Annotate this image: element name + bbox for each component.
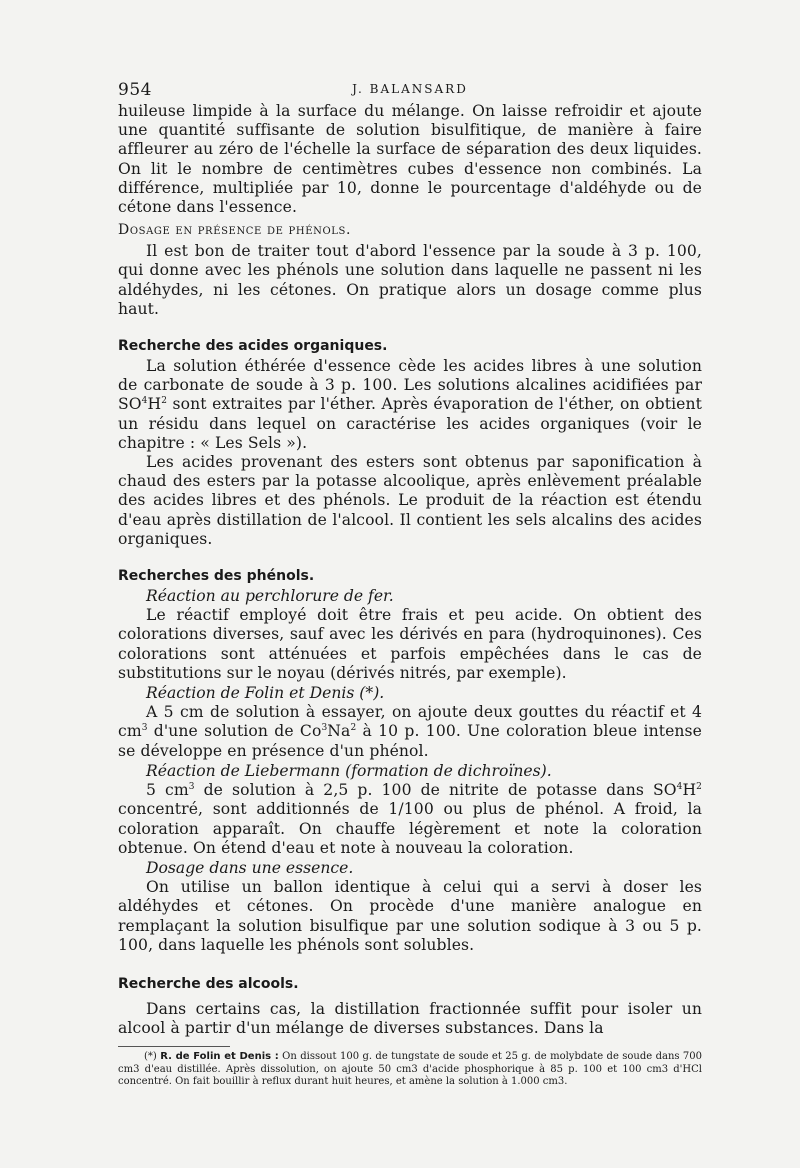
document-page [118,74,702,1089]
paragraph-alcools: Dans certains cas, la distillation fractionnée suffit pour isoler un alcool à partir d'un mélange de diverses substances. Dans la [118,999,702,1038]
subheading-perchlorure: Réaction au perchlorure de fer. [146,587,394,606]
paragraph-perchlorure: Le réactif employé doit être frais et peu acide. On obtient des colorations diverses, sauf avec les dérivés en para (hydroquinones). Ces colorations sont atténuées et parfois empêchées dans le cas de substitutions sur le noyau (dérivés nitrés, par exemple). [118,606,702,682]
paragraph-acides-1: La solution éthérée d'essence cède les acides libres à une solution de carbonate de soude à 3 p. 100. Les solutions alcalines acidifiées par $SO^4H^2$ sont extraites par l'éther. Après évaporation de l'éther, on obtient un résidu dans lequel on caractérise les acides organiques (voir le chapitre : « Les Sels »). [118,357,702,452]
footnote-mark: (*) [144,1051,157,1063]
footnote [118,1051,702,1089]
paragraph-dosage-phenols: Il est bon de traiter tout d'abord l'essence par la soude à 3 p. 100, qui donne avec les phénols une solution dans laquelle ne passent ni les aldéhydes, ni les cétones. On pratique alors un dosage comme plus haut. [118,242,702,318]
subheading-liebermann: Réaction de Liebermann (formation de dichroïnes). [146,761,552,780]
paragraph-liebermann: 5 $cm^3$ de solution à 2,5 p. 100 de nitrite de potasse dans $SO^4H^2$ concentré, sont additionnés de 1/100 ou plus de phénol. A froid, la coloration apparaît. On chauffe légèrement et note la coloration obtenue. On étend d'eau et note à nouveau la coloration. [118,781,702,857]
footnote-divider [118,1046,230,1047]
running-head-author: J. BALANSARD [352,82,468,96]
page-number: 954 [118,80,152,100]
subheading-dosage-essence: Dosage dans une essence. [146,858,354,877]
paragraph-acides-2: Les acides provenant des esters sont obtenus par saponification à chaud des esters par la potasse alcoolique, après enlèvement préalable des acides libres et des phénols. Le produit de la réaction est étendu d'eau après distillation de l'alcool. Il contient les sels alcalins des acides organiques. [118,453,702,548]
section-heading-phenols: Recherches des phénols. [118,568,315,585]
paragraph-folin-denis: A 5 cm de solution à essayer, on ajoute deux gouttes du réactif et 4 $cm^3$ d'une solution de Co$^3$Na$^2$ à 10 p. 100. Une coloration bleue intense se développe en présence d'un phénol. [118,703,702,760]
running-header [118,74,702,102]
paragraph-continuation: huileuse limpide à la surface du mélange. On laisse refroidir et ajoute une quantité suffisante de solution bisulfitique, de manière à faire affleurer au zéro de l'échelle la surface de séparation des deux liquides. On lit le nombre de centimètres cubes d'essence non combinés. La différence, multipliée par 10, donne le pourcentage d'aldéhyde ou de cétone dans l'essence. [118,102,702,217]
footnote-text: On dissout 100 g. de tungstate de soude et 25 g. de molybdate de soude dans 700 cm3 d'eau distillée. Après dissolution, on ajoute 50 cm3 d'acide phosphorique à 85 p. 100 et 100 cm3 d'HCl concentré. On fait bouillir à reflux durant huit heures, et amène la solution à 1.000 cm3. [118,1051,702,1088]
subheading-dosage-phenols: Dosage en présence de phénols. [118,222,351,239]
subheading-folin-denis: Réaction de Folin et Denis (*). [146,684,385,703]
paragraph-dosage-essence: On utilise un ballon identique à celui qui a servi à doser les aldéhydes et cétones. On procède d'une manière analogue en remplaçant la solution bisulfique par une solution sodique à 3 ou 5 p. 100, dans laquelle les phénols sont solubles. [118,878,702,954]
section-heading-acides: Recherche des acides organiques. [118,338,388,355]
section-heading-alcools: Recherche des alcools. [118,975,299,992]
footnote-heading: R. de Folin et Denis : [160,1051,279,1063]
